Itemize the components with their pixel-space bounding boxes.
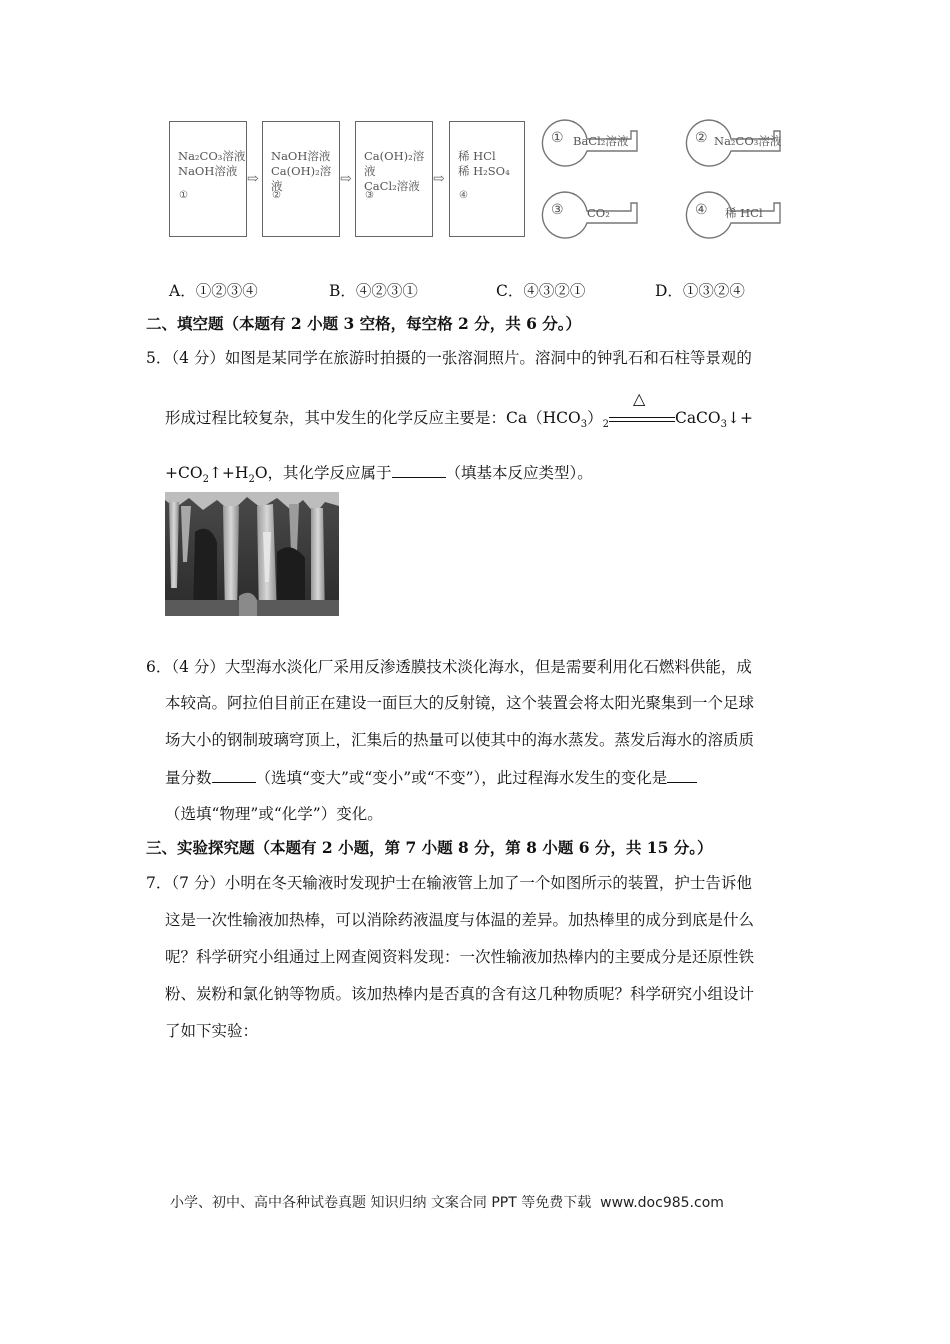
q5-sub-2: 2 bbox=[602, 419, 609, 431]
q5-line-3-post: O，其化学反应属于 bbox=[254, 464, 392, 482]
q5-line-3-tail: （填基本反应类型）。 bbox=[445, 464, 593, 482]
cave-photo-image bbox=[165, 492, 339, 616]
footer-url[interactable]: www.doc985.com bbox=[600, 1195, 724, 1211]
arrow-icon: ⇨ bbox=[340, 171, 352, 187]
option-b: B．④②③① bbox=[329, 282, 418, 300]
q5-line-3-sub-h2: 2 bbox=[248, 474, 255, 486]
q7-line-5: 了如下实验： bbox=[165, 1022, 259, 1040]
reagent-box-1 bbox=[169, 121, 247, 237]
reaction-condition bbox=[609, 389, 675, 427]
q6-line-2: 本较高。阿拉伯目前正在建设一面巨大的反射镜，这个装置会将太阳光聚集到一个足球 bbox=[165, 694, 755, 712]
q5-answer-blank[interactable] bbox=[392, 462, 446, 478]
q5-sub-3: 3 bbox=[580, 419, 588, 431]
q5-product: CaCO bbox=[674, 409, 721, 427]
q5-line-2 bbox=[165, 389, 753, 435]
footer-text: 小学、初中、高中各种试卷真题 知识归纳 文案合同 PPT 等免费下载 bbox=[170, 1195, 592, 1211]
box-3-line1: Ca(OH)₂溶液 bbox=[364, 149, 425, 178]
option-c: C．④③②① bbox=[496, 282, 586, 300]
q5-line-3-mid: ↑+H bbox=[208, 464, 249, 482]
reagent-box-4 bbox=[449, 121, 525, 237]
box-2-number: ② bbox=[272, 190, 281, 201]
q5-product-tail: ↓+ bbox=[727, 409, 753, 427]
double-line-icon bbox=[609, 417, 675, 422]
q6-line-4-mid: （选填“变大”或“变小”或“不变”），此过程海水发生的变化是 bbox=[255, 769, 668, 787]
q5-line-2-text: 形成过程比较复杂，其中发生的化学反应主要是：Ca（HCO bbox=[165, 409, 581, 427]
q7-line-1: 7．（7 分）小明在冬天输液时发现护士在输液管上加了一个如图所示的装置，护士告诉他 bbox=[146, 874, 752, 892]
reagent-box-2 bbox=[262, 121, 340, 237]
box-4-line2: 稀 H₂SO₄ bbox=[458, 164, 510, 178]
key-3-number: ③ bbox=[551, 202, 564, 218]
arrow-icon: ⇨ bbox=[433, 171, 445, 187]
box-1-number: ① bbox=[179, 190, 188, 201]
q5-product-sub: 3 bbox=[720, 419, 727, 431]
box-2-line2: Ca(OH)₂溶液 bbox=[271, 164, 332, 193]
key-shape-1 bbox=[539, 117, 649, 169]
box-2-line1: NaOH溶液 bbox=[271, 149, 331, 163]
box-4-line1: 稀 HCl bbox=[458, 149, 496, 163]
key-2-label: Na₂CO₃溶液 bbox=[714, 134, 782, 148]
box-4-number: ④ bbox=[459, 190, 468, 201]
key-shape-2 bbox=[683, 117, 793, 169]
key-3-label: CO₂ bbox=[587, 206, 610, 220]
arrow-icon: ⇨ bbox=[247, 171, 259, 187]
box-1-line2: NaOH溶液 bbox=[178, 164, 238, 178]
q7-line-4: 粉、炭粉和氯化钠等物质。该加热棒内是否真的含有这几种物质呢？科学研究小组设计 bbox=[165, 985, 755, 1003]
heat-symbol: △ bbox=[632, 389, 646, 408]
section-2-heading: 二、填空题（本题有 2 小题 3 空格，每空格 2 分，共 6 分。） bbox=[146, 314, 582, 333]
box-3-line2: CaCl₂溶液 bbox=[364, 179, 420, 193]
q5-line-3-sub-co2: 2 bbox=[202, 474, 209, 486]
q7-line-3: 呢？科学研究小组通过上网查阅资料发现：一次性输液加热棒内的主要成分是还原性铁 bbox=[165, 948, 755, 966]
q5-line-1: 5．（4 分）如图是某同学在旅游时拍摄的一张溶洞照片。溶洞中的钟乳石和石柱等景观的 bbox=[146, 349, 752, 367]
q6-line-5: （选填“物理”或“化学”）变化。 bbox=[165, 805, 383, 823]
cave-photo bbox=[165, 492, 339, 616]
q6-answer-blank-2[interactable] bbox=[667, 767, 697, 783]
q6-answer-blank-1[interactable] bbox=[212, 767, 256, 783]
box-1-line1: Na₂CO₃溶液 bbox=[178, 149, 246, 163]
option-d: D．①③②④ bbox=[655, 282, 745, 300]
q5-paren: ） bbox=[587, 409, 603, 427]
q6-line-3: 场大小的钢制玻璃穹顶上，汇集后的热量可以使其中的海水蒸发。蒸发后海水的溶质质 bbox=[165, 731, 755, 749]
q6-line-1: 6．（4 分）大型海水淡化厂采用反渗透膜技术淡化海水，但是需要利用化石燃料供能，成 bbox=[146, 658, 752, 676]
key-4-number: ④ bbox=[695, 202, 708, 218]
q5-line-3 bbox=[165, 462, 593, 490]
box-3-number: ③ bbox=[365, 190, 374, 201]
key-1-label: BaCl₂溶液 bbox=[573, 134, 629, 148]
q7-line-2: 这是一次性输液加热棒，可以消除药液温度与体温的差异。加热棒里的成分到底是什么 bbox=[165, 911, 755, 929]
q5-line-3-pre: +CO bbox=[165, 464, 203, 482]
q6-line-4-pre: 量分数 bbox=[165, 769, 212, 787]
key-1-number: ① bbox=[551, 130, 564, 146]
key-4-label: 稀 HCl bbox=[725, 206, 763, 220]
section-3-heading: 三、实验探究题（本题有 2 小题，第 7 小题 8 分，第 8 小题 6 分，共 15 分。） bbox=[146, 838, 713, 857]
q6-line-4 bbox=[165, 767, 697, 788]
key-shape-4 bbox=[683, 189, 793, 241]
key-shape-3 bbox=[539, 189, 649, 241]
option-a: A．①②③④ bbox=[169, 282, 258, 300]
key-2-number: ② bbox=[695, 130, 708, 146]
reagent-box-3 bbox=[355, 121, 433, 237]
page-footer bbox=[170, 1192, 724, 1212]
